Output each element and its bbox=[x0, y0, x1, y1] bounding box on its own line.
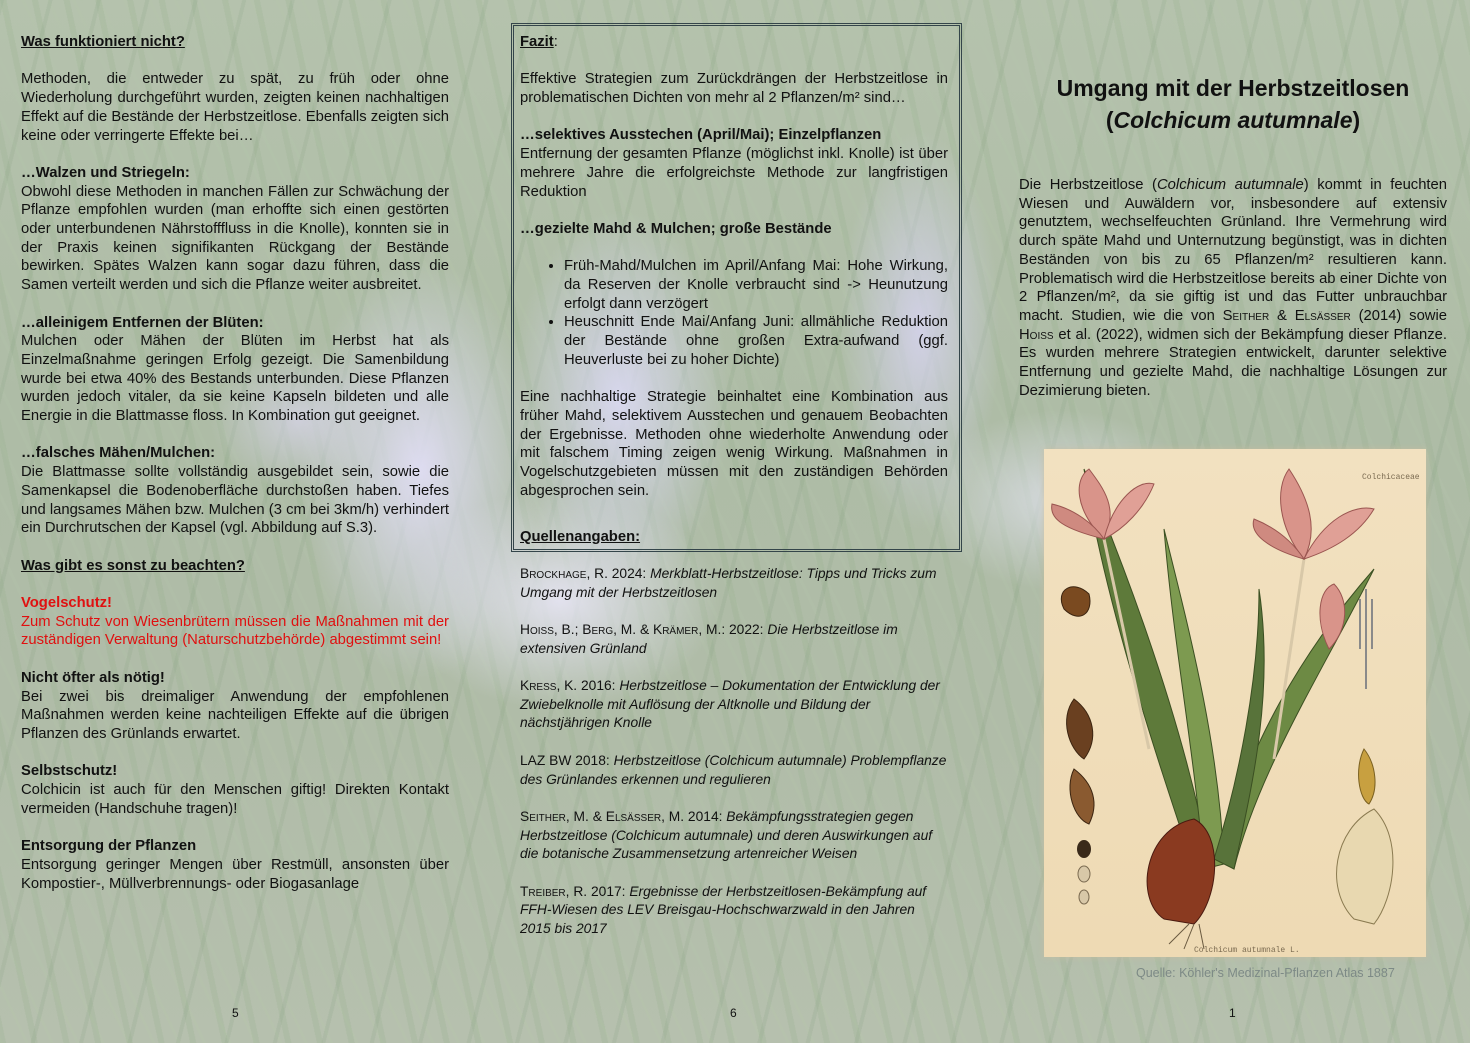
note-text: Zum Schutz von Wiesenbrütern müssen die Maßnahmen mit der zuständigen Verwaltung (Naturschutzbehörde) abgestimmt sein! bbox=[21, 613, 449, 649]
source-entry bbox=[520, 677, 948, 733]
strategy-ausstechen bbox=[520, 126, 948, 201]
page-5-column bbox=[21, 33, 449, 912]
section-text: Mulchen oder Mähen der Blüten im Herbst hat als Einzelmaßnahme geringen Erfolg gezeigt. Die Samenbildung wurde bei etwa 40% des Bestands unterbunden. Diese Pflanzen wurden jedoch vitaler, da sie keine Kapseln bildeten und alle Energie in die Blattmasse floss. In Kombination gut geeignet. bbox=[21, 333, 449, 425]
intro-paragraph: Methoden, die entweder zu spät, zu früh oder ohne Wiederholung durchgeführt wurden, zeigten keinen nachhaltigen Effekt auf die Bestände der Herbstzeitlose. Ebenfalls zeigten sich keine oder verringerte Effekte bei… bbox=[21, 71, 449, 144]
page-6-column bbox=[520, 33, 948, 958]
section-heading: Was gibt es sonst zu beachten? bbox=[21, 557, 245, 574]
text-segment: et al. (2022), widmen sich der Bekämpfung dieser Pflanze. Es wurden mehrere Strategien entwickelt, darunter selektive Entfernung und gezielte Mahd, die nachhaltige Lösungen zur Dezimierung bieten. bbox=[1019, 326, 1447, 399]
author-name: Treiber bbox=[520, 883, 566, 899]
title-line: Umgang mit der Herbstzeitlosen bbox=[1056, 75, 1410, 101]
section-maehen bbox=[21, 444, 449, 538]
intro-paragraph bbox=[1019, 176, 1447, 400]
section-walzen bbox=[21, 164, 449, 295]
author-name: Elsäßer bbox=[1294, 307, 1351, 324]
illustration-species-label: Colchicum autumnale L. bbox=[1194, 946, 1300, 955]
botanical-illustration bbox=[1044, 449, 1426, 957]
note-title: Nicht öfter als nötig! bbox=[21, 669, 165, 686]
note-nicht-oefter bbox=[21, 669, 449, 744]
author-name: Berg bbox=[582, 621, 614, 637]
bullet-item: • Früh-Mahd/Mulchen im April/Anfang Mai: Hohe Wirkung, da Reserven der Knolle verbraucht sind -> Heunutzung erfolgt dann verzögert bbox=[564, 257, 948, 313]
text-segment: , B.; bbox=[553, 621, 583, 637]
page-number: 5 bbox=[232, 1006, 239, 1020]
text-segment: , R. 2017: bbox=[565, 883, 630, 899]
section-heading: Was funktioniert nicht? bbox=[21, 34, 185, 50]
text-segment: (2014) sowie bbox=[1350, 307, 1448, 324]
italic-text: Die Herbstzeitlose im extensiven Grünland bbox=[520, 621, 898, 656]
conclusion-paragraph: Eine nachhaltige Strategie beinhaltet eine Kombination aus früher Mahd, selektivem Ausstechen und genauem Beobachten der Ergebnisse. Methoden ohne wiederholte Anwendung oder mit falschem Timing zeigen wenig Wirkung. Maßnahmen in Vogelschutzgebieten müssen mit den zuständigen Behörden abgesprochen sein. bbox=[520, 389, 948, 499]
note-title: Entsorgung der Pflanzen bbox=[21, 838, 197, 855]
sources-heading: Quellenangaben: bbox=[520, 528, 641, 545]
strategy-text: Entfernung der gesamten Pflanze (möglichst inkl. Knolle) ist über mehrere Jahre die erfolgreichste Methode zur langfristigen Reduktion bbox=[520, 146, 948, 200]
fazit-heading: Fazit bbox=[520, 34, 554, 50]
italic-text: Merkblatt-Herbstzeitlose: Tipps und Tricks zum Umgang mit der Herbstzeitlosen bbox=[520, 565, 937, 600]
fazit-intro: Effektive Strategien zum Zurückdrängen der Herbstzeitlose in problematischen Dichten von mehr al 2 Pflanzen/m² sind… bbox=[520, 71, 948, 107]
author-name: Elsäßer bbox=[605, 808, 662, 824]
author-name: Kress bbox=[520, 678, 557, 694]
italic-text: Bekämpfungsstrategien gegen Herbstzeitlose (Colchicum autumnale) und deren Auswirkungen auf die botanische Zusammensetzung artenreicher Weisen bbox=[520, 808, 933, 862]
source-entry bbox=[520, 883, 948, 939]
note-text: Bei zwei bis dreimaliger Anwendung der empfohlenen Maßnahmen werden keine nachteiligen Effekte auf die übrigen Pflanzen des Grünlands erwartet. bbox=[21, 688, 449, 742]
italic-text: Herbstzeitlose – Dokumentation der Entwicklung der Zwiebelknolle mit Auflösung der Altknolle und Bildung der nächstjährigen Knolle bbox=[520, 678, 940, 731]
title-paren: ( bbox=[1105, 107, 1114, 133]
sources-list bbox=[520, 565, 948, 939]
image-caption: Quelle: Köhler's Medizinal-Pflanzen Atlas 1887 bbox=[1136, 966, 1395, 980]
page-number: 6 bbox=[730, 1006, 737, 1020]
page-number: 1 bbox=[1229, 1006, 1236, 1020]
section-title: …Walzen und Striegeln: bbox=[21, 164, 190, 181]
author-name: Seither bbox=[520, 808, 566, 824]
text-segment: & bbox=[1269, 307, 1295, 324]
section-text: Obwohl diese Methoden in manchen Fällen zur Schwächung der Pflanze empfohlen wurden (man erhoffte sich einen gestörten oder unterbundenen Nährstofffluss in die Knolle), konnten sie in der Praxis keinen signifikanten Rückgang der Bestände bewirken. Spätes Walzen kann sogar dazu führen, dass die Samen verteilt werden und sich die Pflanze weiter ausbreitet. bbox=[21, 183, 449, 294]
title-paren: ) bbox=[1352, 107, 1361, 133]
italic-text: Colchicum autumnale bbox=[1157, 177, 1304, 193]
section-blueten bbox=[21, 314, 449, 426]
author-name: Krämer bbox=[653, 621, 699, 637]
text-segment: LAZ BW 2018: bbox=[520, 752, 614, 768]
author-name: Hoiß bbox=[520, 621, 554, 637]
fazit-colon: : bbox=[553, 34, 558, 50]
note-title: Selbstschutz! bbox=[21, 763, 118, 780]
page-1-column bbox=[1019, 176, 1447, 419]
italic-text: Herbstzeitlose (Colchicum autumnale) Problempflanze des Grünlandes erkennen und regulieren bbox=[520, 752, 947, 787]
text-segment: , M. & bbox=[565, 808, 606, 824]
bullet-item: • Heuschnitt Ende Mai/Anfang Juni: allmähliche Reduktion der Bestände ohne großen Extra-aufwand (ggf. Heuverluste bei zu hoher Dichte) bbox=[564, 313, 948, 369]
strategy-bullet-list bbox=[520, 257, 948, 369]
section-title: …falsches Mähen/Mulchen: bbox=[21, 445, 216, 462]
author-name: Seither bbox=[1222, 307, 1270, 324]
section-title: …alleinigem Entfernen der Blüten: bbox=[21, 314, 264, 331]
title-species: Colchicum autumnale bbox=[1113, 107, 1353, 133]
section-text: Die Blattmasse sollte vollständig ausgebildet sein, sowie die Samenkapsel die Bodenoberfläche durchstoßen haben. Tiefes und langsames Mähen bzw. Mulchen (3 cm bei 3km/h) verhindert ein Durchrutschen der Kapsel (vgl. Abbildung auf S.3). bbox=[21, 464, 449, 537]
page-title bbox=[1019, 72, 1447, 136]
source-entry bbox=[520, 752, 948, 789]
author-name: Hoiß bbox=[1019, 326, 1054, 343]
text-segment: , M. 2014: bbox=[661, 808, 727, 824]
source-entry bbox=[520, 565, 948, 602]
colchicum-plant-image bbox=[1044, 449, 1426, 957]
strategy-title: …selektives Ausstechen (April/Mai); Einzelpflanzen bbox=[520, 127, 882, 144]
note-text: Entsorgung geringer Mengen über Restmüll, ansonsten über Kompostier-, Müllverbrennungs- oder Biogasanlage bbox=[21, 856, 449, 892]
author-name: Brockhage bbox=[520, 565, 587, 581]
note-text: Colchicin ist auch für den Menschen giftig! Direkten Kontakt vermeiden (Handschuhe tragen)! bbox=[21, 782, 449, 817]
text-segment: , M. & bbox=[613, 621, 653, 637]
note-entsorgung bbox=[21, 837, 449, 893]
illustration-family-label: Colchicaceae bbox=[1362, 473, 1420, 482]
text-segment: ) kommt in feuchten Wiesen und Auwäldern vor, insbesondere auf extensiv genutztem, wechselfeuchten Grünland. Ihre Vermehrung wird durch späte Mahd und Unternutzung begünstigt, was in dichten Beständen von bis zu 65 Pflanzen/m² resultieren kann. Problematisch wird die Herbstzeitlose bereits ab einer Dichte von 2 Pflanzen/m², da sie giftig ist und das Futter unbrauchbar macht. Studien, wie die von bbox=[1019, 177, 1447, 324]
strategy-title: …gezielte Mahd & Mulchen; große Bestände bbox=[520, 220, 832, 237]
source-entry bbox=[520, 808, 948, 864]
source-entry bbox=[520, 621, 948, 658]
note-selbstschutz bbox=[21, 762, 449, 818]
text-segment: , R. 2024: bbox=[586, 565, 651, 581]
note-vogelschutz bbox=[21, 594, 449, 650]
note-title: Vogelschutz! bbox=[21, 595, 112, 611]
text-segment: , M.: 2022: bbox=[698, 621, 768, 637]
italic-text: Ergebnisse der Herbstzeitlosen-Bekämpfung auf FFH-Wiesen des LEV Breisgau-Hochschwarzwald in den Jahren 2015 bis 2017 bbox=[520, 883, 927, 937]
text-segment: Die Herbstzeitlose ( bbox=[1019, 177, 1157, 193]
text-segment: , K. 2016: bbox=[556, 678, 620, 694]
